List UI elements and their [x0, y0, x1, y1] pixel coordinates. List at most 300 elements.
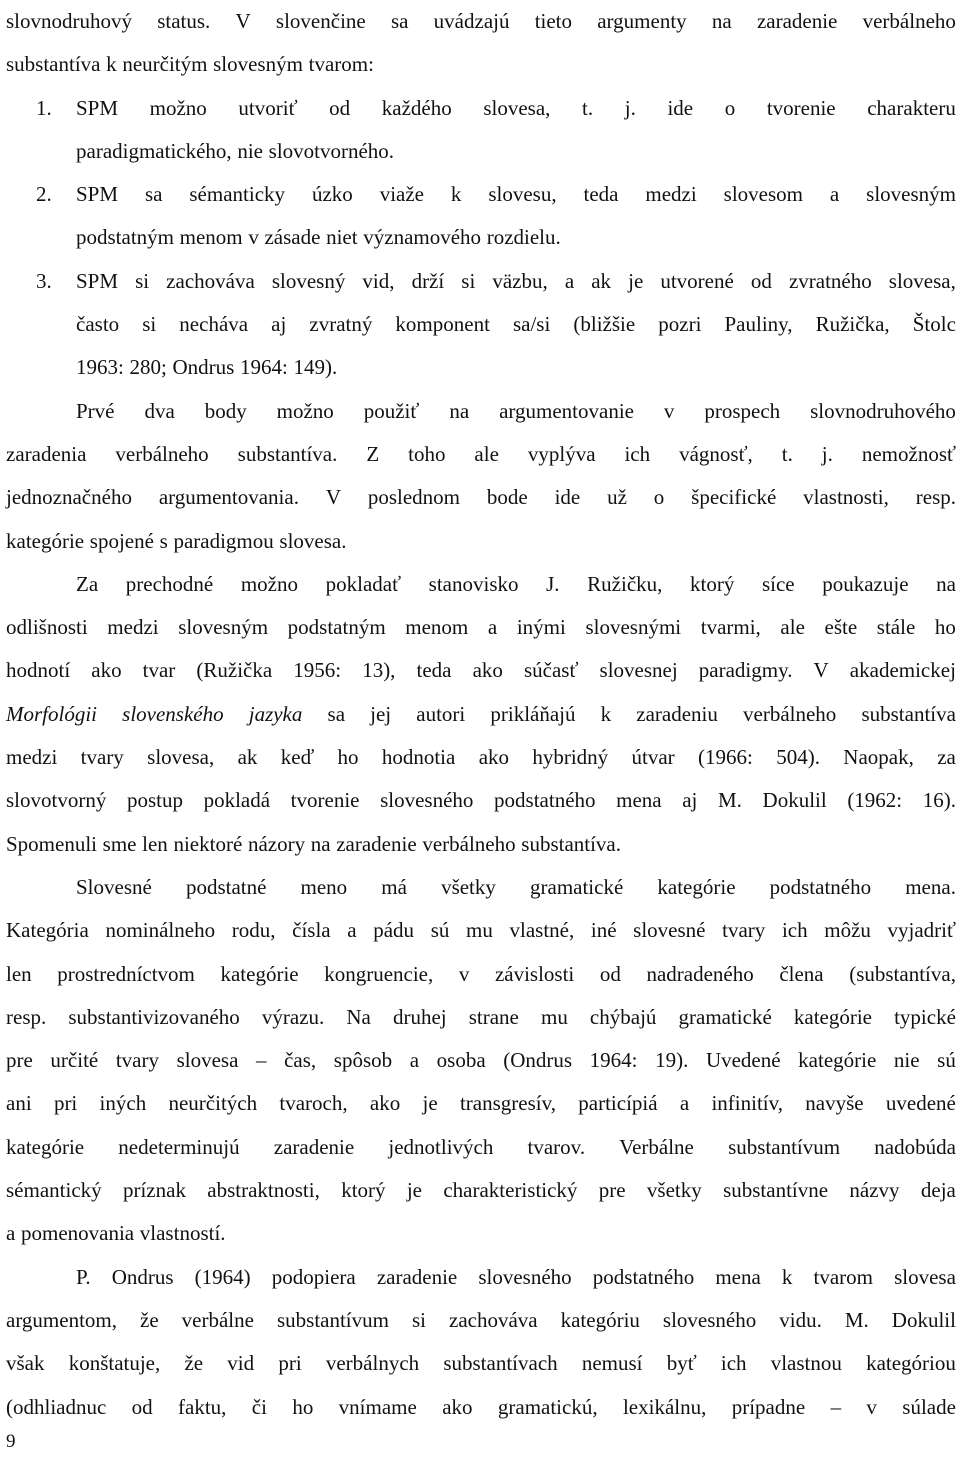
word: V — [325, 485, 341, 510]
word: slovotvorného. — [268, 138, 395, 163]
word: sme — [102, 831, 137, 856]
word: V — [813, 658, 829, 683]
body-text — [6, 0, 956, 1429]
text-line — [6, 1299, 956, 1342]
word: particípiá — [578, 1091, 658, 1116]
word: 1964: — [240, 355, 288, 380]
word: akademickej — [849, 658, 956, 683]
word: výrazu. — [261, 1004, 325, 1029]
word: ale — [780, 615, 805, 640]
word: status. — [157, 9, 211, 33]
word: zachováva — [449, 1307, 538, 1332]
word: konštatuje, — [68, 1351, 161, 1376]
word: (substantíva, — [849, 961, 956, 986]
document-page — [6, 0, 956, 1460]
word: Ružička, — [815, 312, 890, 337]
word: príznak — [122, 1178, 186, 1203]
text-line — [6, 520, 956, 563]
word: vlastné, — [509, 918, 575, 943]
word: 16). — [922, 788, 956, 813]
word: možno — [149, 95, 207, 120]
word: vidu. — [779, 1307, 822, 1332]
word: Ondrus — [111, 1264, 174, 1289]
word: nadradeného — [646, 961, 754, 986]
word: na — [711, 9, 732, 33]
word: jednotlivých — [388, 1134, 494, 1159]
word: o — [653, 485, 665, 510]
word: ani — [6, 1091, 32, 1116]
word: tvarov. — [527, 1134, 586, 1159]
word: prospech — [704, 398, 781, 423]
word: sú — [937, 1048, 956, 1073]
word: niet — [326, 225, 358, 250]
text-line — [6, 260, 956, 303]
word: resp. — [915, 485, 956, 510]
word: navyše — [805, 1091, 864, 1116]
word: keď — [280, 745, 315, 770]
word: zaradenia — [6, 441, 87, 466]
word: J. — [546, 571, 560, 596]
word: od — [750, 268, 772, 293]
word: – — [830, 1394, 842, 1419]
word: na — [936, 571, 956, 596]
word: zvratný — [309, 312, 373, 337]
word: substantivizovaného — [68, 1004, 240, 1029]
word: necháva — [179, 312, 249, 337]
word: a — [679, 1091, 690, 1116]
word: súčasť — [523, 658, 579, 683]
word: nemožnosť — [861, 441, 956, 466]
page-number: 9 — [6, 1431, 16, 1452]
word: paradigmy. — [698, 658, 793, 683]
word: ide — [554, 485, 581, 510]
word: paradigmou — [173, 528, 274, 553]
word: verbálneho — [862, 9, 956, 33]
word: neurčitým — [122, 52, 208, 77]
word: jej — [370, 701, 392, 726]
word: medzi — [645, 182, 697, 207]
word: s — [159, 528, 168, 553]
word: teda — [416, 658, 452, 683]
word: kategórie — [6, 1134, 85, 1159]
word: (Ondrus — [503, 1048, 573, 1073]
word: ako — [369, 1091, 401, 1116]
list-item-number: 2. SPM — [36, 182, 119, 207]
word: pomenovania — [20, 1221, 135, 1246]
text-line — [6, 1039, 956, 1082]
word: gramatické — [678, 1004, 772, 1029]
word: ktorý — [690, 571, 735, 596]
word: Morfológii — [6, 701, 98, 726]
word: ale — [474, 441, 499, 466]
word: Prvé — [76, 398, 115, 423]
word: ho — [337, 745, 359, 770]
word: nie — [237, 138, 263, 163]
word: možno — [240, 571, 298, 596]
word: kategórie — [220, 961, 299, 986]
word: chýbajú — [589, 1004, 657, 1029]
word: určité — [50, 1048, 99, 1073]
word: sémantický — [6, 1178, 102, 1203]
word: slovesa. — [279, 528, 347, 553]
word: tvorenie — [290, 788, 360, 813]
word: ako — [91, 658, 122, 683]
word: verbálnych — [325, 1351, 420, 1376]
word: tvarom — [813, 1264, 873, 1289]
word: typické — [894, 1004, 956, 1029]
word: pokladať — [325, 571, 402, 596]
word: vlastnou — [770, 1351, 842, 1376]
word: M. — [844, 1307, 869, 1332]
word: jazyka — [248, 701, 303, 726]
word: sa — [390, 9, 409, 33]
word: názory — [247, 831, 306, 856]
word: deja — [920, 1178, 956, 1203]
word: špecifické — [691, 485, 777, 510]
word: tvarmi, — [700, 615, 761, 640]
word: ich — [781, 918, 808, 943]
word: kategóriou — [866, 1351, 956, 1376]
text-line — [6, 173, 956, 216]
word: väzbu, — [492, 268, 548, 293]
word: na — [449, 398, 470, 423]
word: Spomenuli — [6, 831, 98, 856]
word: argumentovanie — [499, 398, 634, 423]
word: substantívum — [728, 1134, 841, 1159]
word: tvar — [142, 658, 176, 683]
word: je — [406, 1178, 422, 1203]
word: poukazuje — [822, 571, 909, 596]
word: drží — [411, 268, 445, 293]
word: substantívum — [276, 1307, 389, 1332]
word: názvy — [849, 1178, 900, 1203]
word: Kategória — [6, 918, 89, 943]
word: zachováva — [166, 268, 255, 293]
word: vid — [227, 1351, 255, 1376]
word: kategórie — [798, 1048, 877, 1073]
word: prostredníctvom — [57, 961, 195, 986]
list-item-number: 3. SPM — [36, 268, 119, 293]
word: slovesu, — [488, 182, 557, 207]
word: čísla — [292, 918, 331, 943]
word: ak — [237, 745, 258, 770]
word: 149). — [293, 355, 338, 380]
word: nemusí — [581, 1351, 643, 1376]
word: má — [381, 874, 407, 899]
word: slovotvorný — [6, 788, 107, 813]
word: slovesom — [723, 182, 803, 207]
word: však — [6, 1351, 45, 1376]
word: len — [142, 831, 168, 856]
word: nominálneho — [105, 918, 216, 943]
word: meno — [300, 874, 348, 899]
word: nie — [893, 1048, 920, 1073]
word: ako — [472, 658, 503, 683]
word: argumentovania. — [158, 485, 299, 510]
word: podstatného — [769, 874, 872, 899]
word: postup — [126, 788, 183, 813]
text-line — [6, 649, 956, 692]
word: podstatného — [494, 788, 596, 813]
word: ide — [667, 95, 694, 120]
word: byť — [666, 1351, 697, 1376]
word: súlade — [902, 1394, 956, 1419]
text-line — [6, 303, 956, 346]
word: tvorenie — [766, 95, 836, 120]
word: si — [135, 268, 150, 293]
word: slovesnými — [585, 615, 682, 640]
word: substantívne — [723, 1178, 829, 1203]
word: argumentom, — [6, 1307, 118, 1332]
word: paradigmatického, — [76, 138, 232, 163]
word: slovesným — [866, 182, 956, 207]
word: autori — [416, 701, 466, 726]
word: slovesným — [213, 52, 303, 77]
word: prikláňajú — [490, 701, 576, 726]
word: od — [329, 95, 351, 120]
word: podstatným — [287, 615, 386, 640]
word: kategórie — [793, 1004, 872, 1029]
word: rozdielu. — [486, 225, 561, 250]
text-line — [6, 1256, 956, 1299]
word: menom — [405, 615, 469, 640]
word: a — [829, 182, 840, 207]
text-line — [6, 823, 956, 866]
word: slovesný — [271, 268, 346, 293]
text-line — [6, 606, 956, 649]
word: rodu, — [231, 918, 276, 943]
word: a — [347, 918, 357, 943]
word: pokladá — [203, 788, 271, 813]
word: bode — [486, 485, 528, 510]
text-line — [6, 736, 956, 779]
word: ich — [624, 441, 651, 466]
word: si — [461, 268, 476, 293]
word: zásade — [264, 225, 321, 250]
word: (Ružička — [196, 658, 273, 683]
word: významového — [363, 225, 482, 250]
word: (odhliadnuc — [6, 1394, 107, 1419]
word: si — [411, 1307, 426, 1332]
word: sa — [327, 701, 346, 726]
word: použiť — [363, 398, 420, 423]
word: resp. — [6, 1004, 47, 1029]
word: – — [256, 1048, 267, 1073]
text-line — [6, 43, 956, 86]
word: Naopak, — [843, 745, 914, 770]
word: uvedené — [885, 1091, 956, 1116]
word: Štolc — [912, 312, 956, 337]
word: ako — [478, 745, 510, 770]
word: Na — [346, 1004, 371, 1029]
word: slovesným — [178, 615, 269, 640]
word: k — [600, 701, 612, 726]
text-line — [6, 953, 956, 996]
text-line — [6, 433, 956, 476]
word: k — [106, 52, 117, 77]
word: hybridný — [532, 745, 609, 770]
word: verbálneho — [422, 831, 516, 856]
word: ich — [720, 1351, 747, 1376]
word: útvar — [631, 745, 675, 770]
word: slovesné — [633, 918, 706, 943]
word: viaže — [379, 182, 424, 207]
text-line — [6, 346, 956, 389]
word: ktorý — [341, 1178, 386, 1203]
text-line — [6, 476, 956, 519]
word: možno — [276, 398, 334, 423]
word: a — [6, 1221, 16, 1246]
word: mena — [715, 1264, 761, 1289]
word: teda — [583, 182, 619, 207]
word: strane — [468, 1004, 519, 1029]
word: abstraktnosti, — [207, 1178, 320, 1203]
word: t. — [781, 441, 793, 466]
word: tvaroch, — [279, 1091, 348, 1116]
word: Verbálne — [619, 1134, 694, 1159]
text-line — [6, 1126, 956, 1169]
word: na — [310, 831, 331, 856]
word: vlastností. — [139, 1221, 226, 1246]
word: v — [866, 1394, 877, 1419]
word: Ondrus — [172, 355, 235, 380]
word: závislosti — [494, 961, 575, 986]
word: podopiera — [271, 1264, 356, 1289]
word: V — [235, 9, 251, 33]
word: niektoré — [173, 831, 243, 856]
word: slovnodruhový — [6, 9, 132, 33]
word: (1966: — [698, 745, 753, 770]
word: (1962: — [847, 788, 903, 813]
word: vnímame — [338, 1394, 417, 1419]
word: spôsob — [333, 1048, 393, 1073]
word: prípadne — [731, 1394, 806, 1419]
word: v — [248, 225, 259, 250]
word: Ružičku, — [587, 571, 663, 596]
word: si — [142, 312, 157, 337]
word: infinitív, — [711, 1091, 784, 1116]
word: slovesa — [176, 1048, 239, 1073]
word: mu — [540, 1004, 568, 1029]
word: tvary — [80, 745, 124, 770]
word: či — [251, 1394, 267, 1419]
word: zaradenie — [273, 1134, 355, 1159]
word: k — [450, 182, 462, 207]
word: aj — [682, 788, 698, 813]
word: slovesnej — [599, 658, 678, 683]
word: pri — [53, 1091, 78, 1116]
word: sa — [144, 182, 163, 207]
word: ho — [292, 1394, 314, 1419]
word: poslednom — [367, 485, 461, 510]
word: slovesa, — [147, 745, 215, 770]
word: pri — [278, 1351, 302, 1376]
word: člena — [779, 961, 824, 986]
word: menom — [179, 225, 243, 250]
word: všetky — [441, 874, 496, 899]
word: transgresív, — [459, 1091, 556, 1116]
word: stále — [876, 615, 916, 640]
word: tvarom: — [308, 52, 374, 77]
text-line — [6, 1386, 956, 1429]
word: pádu — [373, 918, 415, 943]
word: tvary — [115, 1048, 159, 1073]
word: slovesného — [662, 1307, 757, 1332]
word: j. — [624, 95, 636, 120]
word: úzko — [311, 182, 353, 207]
word: tvary — [722, 918, 766, 943]
word: a — [564, 268, 575, 293]
word: substantíva — [861, 701, 956, 726]
word: gramatické — [530, 874, 624, 899]
word: Slovesné — [76, 874, 152, 899]
word: pozri — [658, 312, 702, 337]
word: 280; — [129, 355, 167, 380]
word: mu — [466, 918, 493, 943]
word: slovesného — [380, 788, 474, 813]
list-item-number: 1. SPM — [36, 95, 119, 120]
word: slovesa — [894, 1264, 956, 1289]
text-line — [6, 996, 956, 1039]
word: sémanticky — [189, 182, 286, 207]
word: lexikálnu, — [622, 1394, 707, 1419]
word: slovenčine — [275, 9, 366, 33]
word: osoba — [436, 1048, 486, 1073]
word: Pauliny, — [724, 312, 793, 337]
word: slovesa, — [483, 95, 551, 120]
word: Z — [366, 441, 380, 466]
word: nedeterminujú — [118, 1134, 240, 1159]
text-line — [6, 390, 956, 433]
word: odlišnosti — [6, 615, 88, 640]
word: kategóriu — [560, 1307, 640, 1332]
word: j. — [821, 441, 833, 466]
text-line — [6, 1169, 956, 1212]
word: často — [76, 312, 120, 337]
word: Dokulil — [891, 1307, 956, 1332]
word: aj — [271, 312, 287, 337]
word: zaradenie — [336, 831, 417, 856]
word: vyplýva — [527, 441, 596, 466]
word: pre — [6, 1048, 33, 1073]
word: mena. — [905, 874, 956, 899]
word: kategórie — [657, 874, 736, 899]
text-line — [6, 130, 956, 173]
word: ešte — [824, 615, 858, 640]
word: jednoznačného — [6, 485, 132, 510]
word: utvorené — [660, 268, 734, 293]
text-line — [6, 1082, 956, 1125]
word: sa/si — [512, 312, 551, 337]
word: ak — [591, 268, 612, 293]
word: ako — [442, 1394, 473, 1419]
word: spojené — [89, 528, 154, 553]
word: kategórie — [6, 528, 85, 553]
word: každého — [381, 95, 452, 120]
text-line — [6, 1212, 956, 1255]
text-line — [6, 0, 956, 43]
text-line — [6, 87, 956, 130]
word: charakteru — [867, 95, 956, 120]
word: hodnotí — [6, 658, 71, 683]
text-line — [6, 1342, 956, 1385]
word: uvádzajú — [433, 9, 510, 33]
word: čas, — [284, 1048, 317, 1073]
word: 1963: — [76, 355, 124, 380]
word: body — [204, 398, 247, 423]
word: substantívach — [443, 1351, 558, 1376]
text-line — [6, 563, 956, 606]
